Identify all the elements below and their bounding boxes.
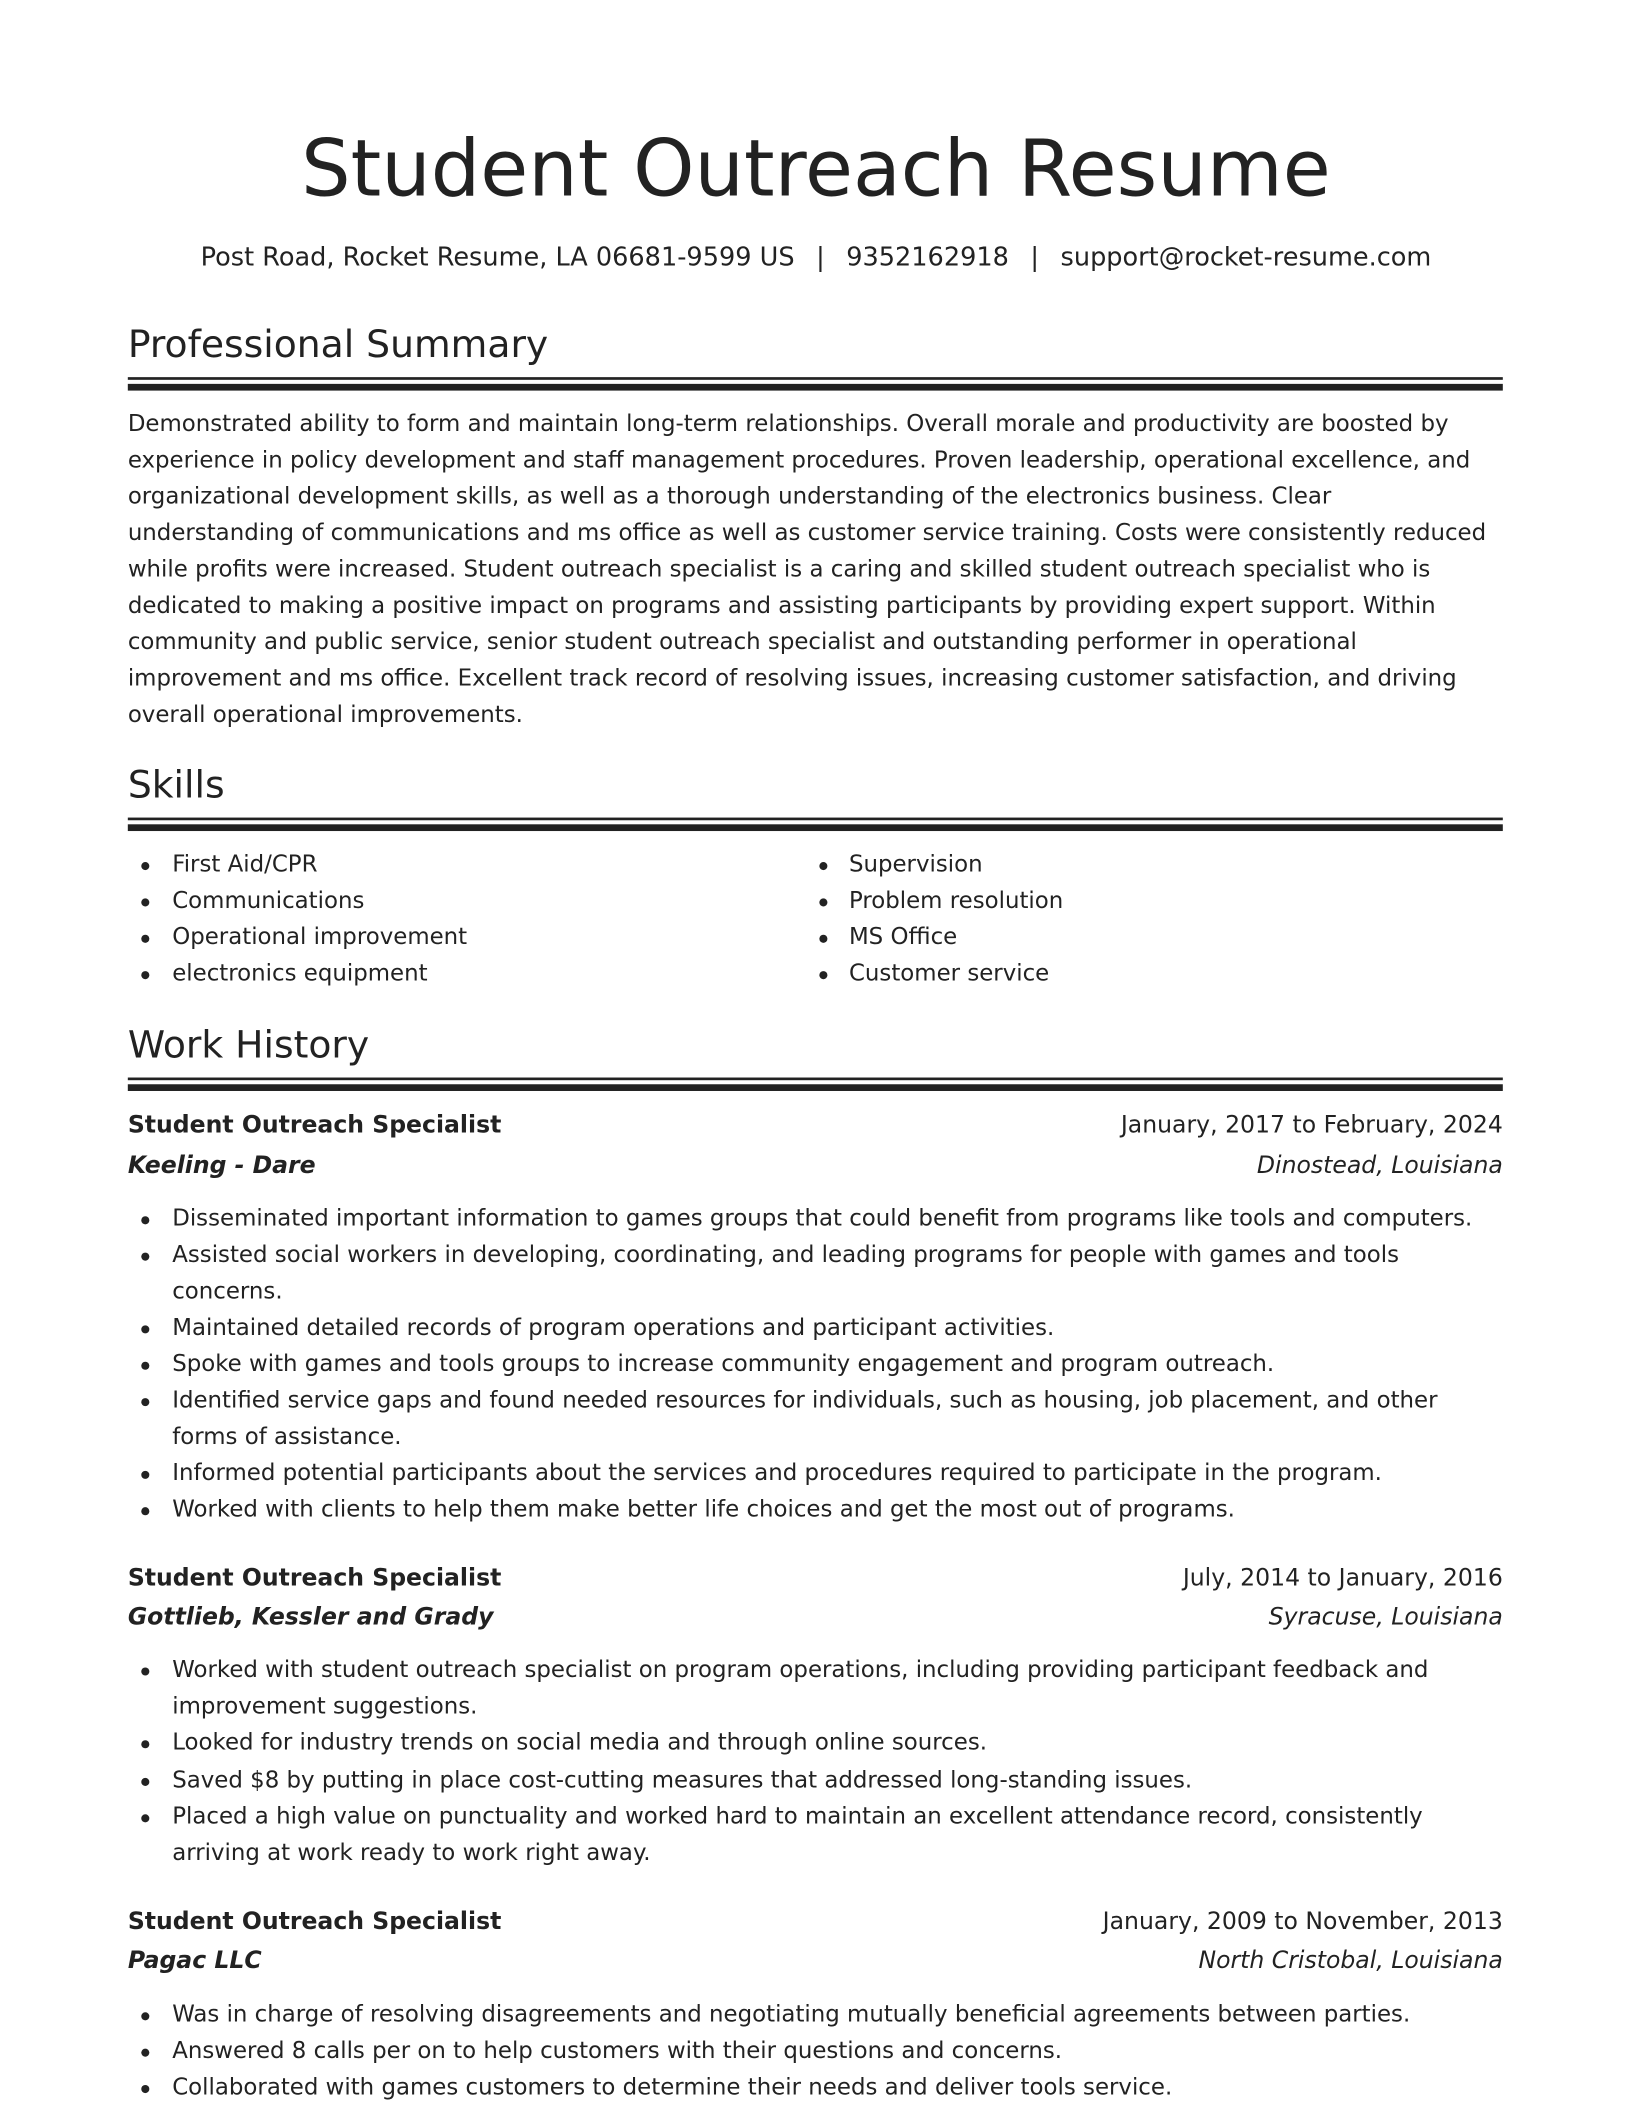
section-title-work-history: Work History [127, 1022, 370, 1067]
section-title-summary: Professional Summary [127, 321, 549, 367]
bullet [141, 971, 149, 979]
job-bullet-line: Worked with clients to help them make better life choices and get the most out of programs. [172, 1496, 1235, 1524]
section-divider [128, 818, 1503, 831]
job-location: Syracuse, Louisiana [1268, 1604, 1503, 1632]
bullet [141, 935, 149, 943]
job-bullet-line: arriving at work ready to work right away. [172, 1839, 651, 1867]
bullet [141, 1507, 149, 1515]
section-title-skills: Skills [127, 762, 225, 807]
skill-item: Supervision [848, 851, 983, 879]
bullet [141, 898, 149, 906]
job-location: Dinostead, Louisiana [1256, 1152, 1503, 1180]
bullet [141, 862, 149, 870]
job-bullet-line: Disseminated important information to games groups that could benefit from programs like tools and computers. [172, 1205, 1473, 1233]
bullet [141, 1398, 149, 1406]
job-bullet-line: Spoke with games and tools groups to increase community engagement and program outreach. [172, 1350, 1275, 1378]
job-bullet-line: forms of assistance. [172, 1423, 402, 1451]
bullet [141, 1253, 149, 1261]
section-divider [128, 1078, 1503, 1091]
job-bullet-line: improvement suggestions. [172, 1693, 478, 1720]
skill-item: First Aid/CPR [172, 851, 318, 879]
job-bullet-line: concerns. [172, 1278, 283, 1306]
job-company: Pagac LLC [127, 1947, 262, 1975]
job-dates: July, 2014 to January, 2016 [1182, 1565, 1503, 1593]
bullet [141, 2012, 149, 2020]
contact-separator: | [1030, 242, 1040, 273]
job-bullet-line: Answered 8 calls per on to help customers with their questions and concerns. [172, 2037, 1063, 2065]
contact-phone: 9352162918 [846, 242, 1009, 273]
skill-item: MS Office [848, 923, 958, 951]
job-dates: January, 2009 to November, 2013 [1102, 1908, 1503, 1936]
skill-item: electronics equipment [172, 960, 428, 988]
job-bullet-line: Assisted social workers in developing, coordinating, and leading programs for people with games and tools [172, 1241, 1400, 1269]
bullet [819, 898, 827, 906]
bullet [141, 1778, 149, 1786]
job-dates: January, 2017 to February, 2024 [1120, 1112, 1503, 1140]
job-bullet-line: Collaborated with games customers to determine their needs and deliver tools service. [172, 2074, 1173, 2102]
bullet [819, 935, 827, 943]
job-title: Student Outreach Specialist [127, 1112, 502, 1140]
contact-separator: | [816, 242, 825, 273]
bullet [141, 1667, 149, 1675]
skill-item: Problem resolution [848, 887, 1064, 915]
bullet [141, 1740, 149, 1748]
contact-email: support@rocket-resume.com [1060, 242, 1432, 273]
bullet [141, 1362, 149, 1370]
job-title: Student Outreach Specialist [127, 1908, 502, 1936]
job-location: North Cristobal, Louisiana [1198, 1947, 1503, 1975]
bullet [141, 1471, 149, 1479]
contact-address: Post Road, Rocket Resume, LA 06681-9599 US [200, 242, 795, 273]
job-bullet-line: Looked for industry trends on social media and through online sources. [172, 1729, 988, 1757]
resume-name: Student Outreach Resume [301, 122, 1331, 215]
skill-item: Operational improvement [172, 923, 468, 951]
bullet [141, 2049, 149, 2057]
job-bullet-line: Saved $8 by putting in place cost-cutting measures that addressed long-standing issues. [172, 1767, 1193, 1795]
bullet [141, 1216, 149, 1224]
job-company: Gottlieb, Kessler and Grady [127, 1604, 494, 1632]
bullet [141, 1325, 149, 1333]
bullet [819, 971, 827, 979]
contact-line [0, 240, 1632, 275]
job-title: Student Outreach Specialist [127, 1565, 502, 1593]
job-company: Keeling - Dare [127, 1152, 316, 1180]
skill-item: Customer service [848, 960, 1050, 988]
job-bullet-line: Was in charge of resolving disagreements and negotiating mutually beneficial agreements between parties. [172, 2001, 1411, 2029]
bullet [141, 2085, 149, 2093]
bullet [141, 1814, 149, 1822]
skill-item: Communications [172, 887, 365, 915]
job-bullet-line: Maintained detailed records of program operations and participant activities. [172, 1314, 1055, 1342]
section-divider [128, 377, 1503, 390]
bullet [819, 862, 827, 870]
job-bullet-line: Informed potential participants about the services and procedures required to participate in the program. [172, 1460, 1382, 1487]
job-bullet-line: Identified service gaps and found needed resources for individuals, such as housing, job placement, and other [172, 1387, 1438, 1415]
summary-text: Demonstrated ability to form and maintain long-term relationships. Overall morale and productivity are boosted by experience in policy development and staff management procedures. Proven leadership, operational excellence, and organizational development skills, as well as a thorough understanding of the electronics business. Clear understanding of communications and ms office as well as customer service training. Costs were consistently reduced while profits were increased. Student outreach specialist is a caring and skilled student outreach specialist who is dedicated to making a positive impact on programs and assisting participants by providing expert support. Within community and public service, senior student outreach specialist and outstanding performer in operational improvement and ms office. Excellent track record of resolving issues, increasing customer satisfaction, and driving overall operational improvements. [127, 410, 1487, 729]
job-bullet-line: Worked with student outreach specialist on program operations, including providing participant feedback and [172, 1656, 1429, 1684]
job-bullet-line: Placed a high value on punctuality and worked hard to maintain an excellent attendance record, consistently [172, 1803, 1423, 1831]
